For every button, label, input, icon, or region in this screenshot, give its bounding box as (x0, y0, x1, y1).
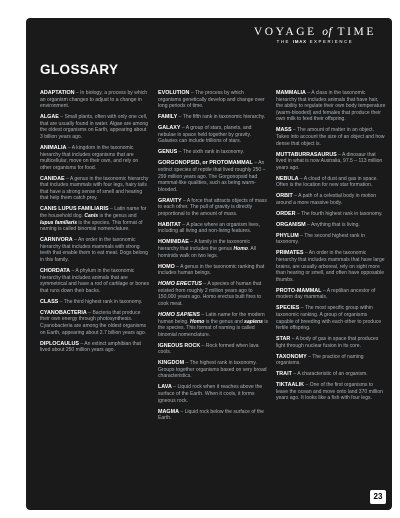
glossary-entry (276, 371, 386, 378)
glossary-entry (158, 160, 268, 193)
glossary-term: GALAXY (158, 125, 181, 132)
glossary-term: CYANOBACTERIA (40, 309, 87, 316)
glossary-term: TAXONOMY (276, 353, 307, 360)
glossary-definition: – In biology, a process by which an organism changes to adjust to a change in environment. (40, 90, 148, 110)
glossary-definition: – The second highest rank in taxonomy. (276, 232, 365, 246)
glossary-definition: – A path of a celestial body in motion around a more massive body. (276, 193, 377, 206)
glossary-entry (276, 152, 386, 172)
glossary-entry (158, 409, 268, 422)
glossary-term: FAMILY (158, 114, 178, 121)
glossary-entry (158, 281, 268, 307)
glossary-entry (40, 145, 150, 171)
glossary-definition: – A genus in the taxonomic ranking that includes human beings. (158, 263, 265, 277)
glossary-definition: – The sixth rank in taxonomy. (177, 149, 245, 156)
glossary-definition: – The amount of matter in an object. Takes into account the size of an object and how dense that object is. (276, 127, 385, 147)
glossary-entry (276, 382, 386, 402)
glossary-definition: – A genus in the taxonomic hierarchy that includes mammals with four legs, hairy tails that have a strong sense of smell and hearing that help them catch prey. (40, 175, 149, 202)
glossary-definition: – A reptilian ancestor of modern day mammals. (276, 287, 376, 301)
glossary-entry (276, 176, 386, 189)
glossary-term: CARNIVORA (40, 237, 73, 244)
brand-subtitle: THE IMAX EXPERIENCE (276, 39, 354, 44)
glossary-entry (276, 127, 386, 147)
glossary-definition: – A force that attracts objects of mass to each other. The pull of gravity is directly proportional to the amount of mass. (158, 197, 267, 217)
glossary-column-1 (40, 90, 150, 426)
glossary-entry (40, 90, 150, 110)
glossary-term: PRIMATES (276, 250, 304, 257)
glossary-definition: – Latin name for the modern human being. Homo is the genus and sapiens is the species. This format of naming is called binomial nomenclature. (158, 311, 269, 338)
glossary-term: MASS (276, 127, 292, 134)
glossary-entry (276, 193, 386, 206)
glossary-entry (276, 90, 386, 123)
glossary-definition: – The process by which organisms genetically develop and change over long periods of time. (158, 90, 265, 110)
glossary-definition: – Rock formed when lava cools. (158, 342, 259, 356)
glossary-term: LAVA (158, 384, 172, 391)
glossary-definition: – A body of gas in space that produces light through nuclear fusion in its core. (276, 336, 379, 349)
glossary-term: KINGDOM (158, 360, 185, 367)
page-number: 23 (370, 490, 386, 504)
glossary-entry (158, 198, 268, 218)
glossary-term: NEBULA (276, 175, 299, 182)
glossary-term: MUTTABURRASAURUS (276, 151, 337, 158)
glossary-entry (40, 299, 150, 306)
glossary-entry (158, 360, 268, 380)
glossary-term: HOMINIDAE (158, 239, 189, 246)
glossary-entry (158, 239, 268, 259)
glossary-definition: – One of the first organisms to leave the ocean and move onto land 370 million years ago. It looks like a fish with four legs. (276, 382, 383, 402)
glossary-definition: – A species of human that existed from roughly 2 million years ago to 150,000 years ago. Homo erectus built fires to cook meat. (158, 281, 262, 307)
glossary-definition: – A dinosaur that lived in what is now Australia, 97.5 – 113 million years ago. (276, 151, 383, 171)
glossary-term: ORBIT (276, 193, 293, 200)
glossary-entry (276, 250, 386, 283)
glossary-definition: – A class in the taxonomic hierarchy that includes animals that have hair, the ability to regulate their own body temperature (warm-blooded) and females that produce their own milk to feed their offspring. (276, 90, 386, 123)
glossary-term: HOMO ERECTUS (158, 281, 203, 288)
glossary-entry (276, 336, 386, 349)
glossary-definition: – Latin name for the household dog. Canis is the genus and lupus familiaris is the species. This format of naming is called binomial nomenclature. (40, 206, 147, 233)
glossary-term: HABITAT (158, 221, 181, 228)
glossary-term: ALGAE (40, 114, 59, 121)
glossary-columns (40, 90, 386, 426)
glossary-definition: – Small plants, often with only one cell, that are usually found in water. Algae are among the oldest organisms on Earth, appearing about 3 billion years ago. (40, 114, 149, 140)
glossary-entry (158, 222, 268, 235)
glossary-definition: – An extinct species of reptile that lived roughly 250 – 299 million years ago. The Gorgonopsid had mammal-like qualities, such as being warm-blooded. (158, 160, 266, 193)
glossary-term: HOMO (158, 263, 175, 270)
brand-title: VOYAGE of TIME (253, 26, 376, 38)
glossary-definition: – A characteristic of an organism. (291, 371, 368, 378)
glossary-term: TIKTAALIK (276, 382, 305, 389)
glossary-entry (276, 305, 386, 331)
glossary-entry (158, 125, 268, 145)
glossary-term: MAGMA (158, 408, 179, 415)
glossary-entry (158, 343, 268, 356)
glossary-term: MAMMALIA (276, 90, 306, 96)
glossary-definition: – The fifth rank in taxonomic hierarchy. (177, 114, 266, 121)
glossary-term: CLASS (40, 298, 59, 305)
glossary-term: ANIMALIA (40, 144, 67, 151)
glossary-definition: – A family in the taxonomic hierarchy that includes the genus Homo. All hominids walk on two legs. (158, 239, 256, 259)
glossary-definition: – An extinct amphibian that lived about 250 million years ago. (40, 340, 141, 354)
glossary-term: STAR (276, 336, 291, 343)
glossary-definition: – The third highest rank in taxonomy. (58, 298, 143, 305)
glossary-term: SPECIES (276, 305, 300, 312)
glossary-entry (40, 310, 150, 336)
glossary-entry (276, 211, 386, 218)
glossary-entry (158, 149, 268, 156)
glossary-term: EVOLUTION (158, 90, 190, 96)
glossary-entry (40, 237, 150, 263)
glossary-term: ADAPTATION (40, 90, 75, 96)
glossary-definition: – The most specific group within taxonomic ranking. A group of organisms capable of breeding with each other to produce fertile offspring. (276, 305, 382, 332)
glossary-definition: – Liquid rock when it reaches above the surface of the Earth. When it cools, it forms igneous rock. (158, 384, 263, 404)
glossary-entry (158, 384, 268, 404)
glossary-entry (40, 268, 150, 294)
glossary-column-2 (158, 90, 268, 426)
glossary-panel (26, 18, 392, 510)
glossary-column-3 (276, 90, 386, 426)
glossary-definition: – A phylum in the taxonomic hierarchy that includes animals that are symmetrical and have a rod of cartilage or bones that runs down their backs. (40, 268, 150, 294)
glossary-term: CANIDAE (40, 175, 65, 182)
glossary-term: GRAVITY (158, 197, 182, 204)
glossary-definition: – A group of stars, planets, and nebulae in space held together by gravity. Galaxies can include trillions of stars. (158, 125, 252, 145)
glossary-definition: – A kingdom in the taxonomic hierarchy that includes organisms that are multicellular, move on their own, and rely on other organisms for food. (40, 144, 139, 171)
glossary-entry (40, 176, 150, 202)
glossary-entry (276, 222, 386, 229)
glossary-definition: – Liquid rock below the surface of the Earth. (158, 408, 264, 422)
glossary-term: ORDER (276, 210, 296, 217)
glossary-term: IGNEOUS ROCK (158, 342, 201, 349)
glossary-term: CANIS LUPUS FAMILIARIS (40, 206, 109, 213)
glossary-definition: – Bacteria that produce their own energy through photosynthesis. Cyanobacteria are among the oldest organisms on Earth, appearing about 2.7 billion years ago. (40, 309, 147, 336)
glossary-definition: – A place where an organism lives, including all living and non-living features. (158, 221, 260, 235)
glossary-term: PROTO-MAMMAL (276, 287, 322, 294)
page-title: GLOSSARY (40, 62, 119, 77)
glossary-definition: – The practice of naming organisms. (276, 353, 364, 367)
brand-logo (254, 26, 376, 44)
glossary-term: DIPLOCAULUS (40, 340, 79, 347)
glossary-definition: – The fourth highest rank in taxonomy. (295, 210, 383, 217)
glossary-term: GORGONOPSID, or PROTOMAMMAL (158, 160, 253, 167)
glossary-entry (158, 90, 268, 110)
glossary-term: GENUS (158, 149, 178, 156)
glossary-definition: – Anything that is living. (305, 221, 360, 228)
glossary-term: HOMO SAPIENS (158, 311, 200, 318)
glossary-definition: – An order in the taxonomic hierarchy that includes mammals that have large brains, are usually arboreal, rely on sight more than hearing or smell, and often have opposable thumbs. (276, 250, 385, 283)
glossary-definition: – The highest rank in taxonomy. Groups together organisms based on very broad characteristics. (158, 360, 267, 380)
glossary-entry (158, 312, 268, 338)
glossary-entry (276, 354, 386, 367)
glossary-term: ORGANISM (276, 221, 306, 228)
glossary-term: TRAIT (276, 371, 292, 378)
glossary-entry (40, 114, 150, 140)
glossary-entry (276, 233, 386, 246)
glossary-entry (158, 114, 268, 121)
glossary-entry (158, 264, 268, 277)
glossary-term: CHORDATA (40, 268, 71, 274)
glossary-term: PHYLUM (276, 232, 299, 239)
glossary-entry (40, 341, 150, 354)
glossary-entry (276, 288, 386, 301)
glossary-definition: – An order in the taxonomic hierarchy that includes mammals with strong teeth that enable them to eat meat. Dogs belong in this family. (40, 237, 149, 264)
glossary-definition: – A cloud of dust and gas in space. Often is the location for new star formation. (276, 175, 378, 189)
glossary-entry (40, 206, 150, 232)
